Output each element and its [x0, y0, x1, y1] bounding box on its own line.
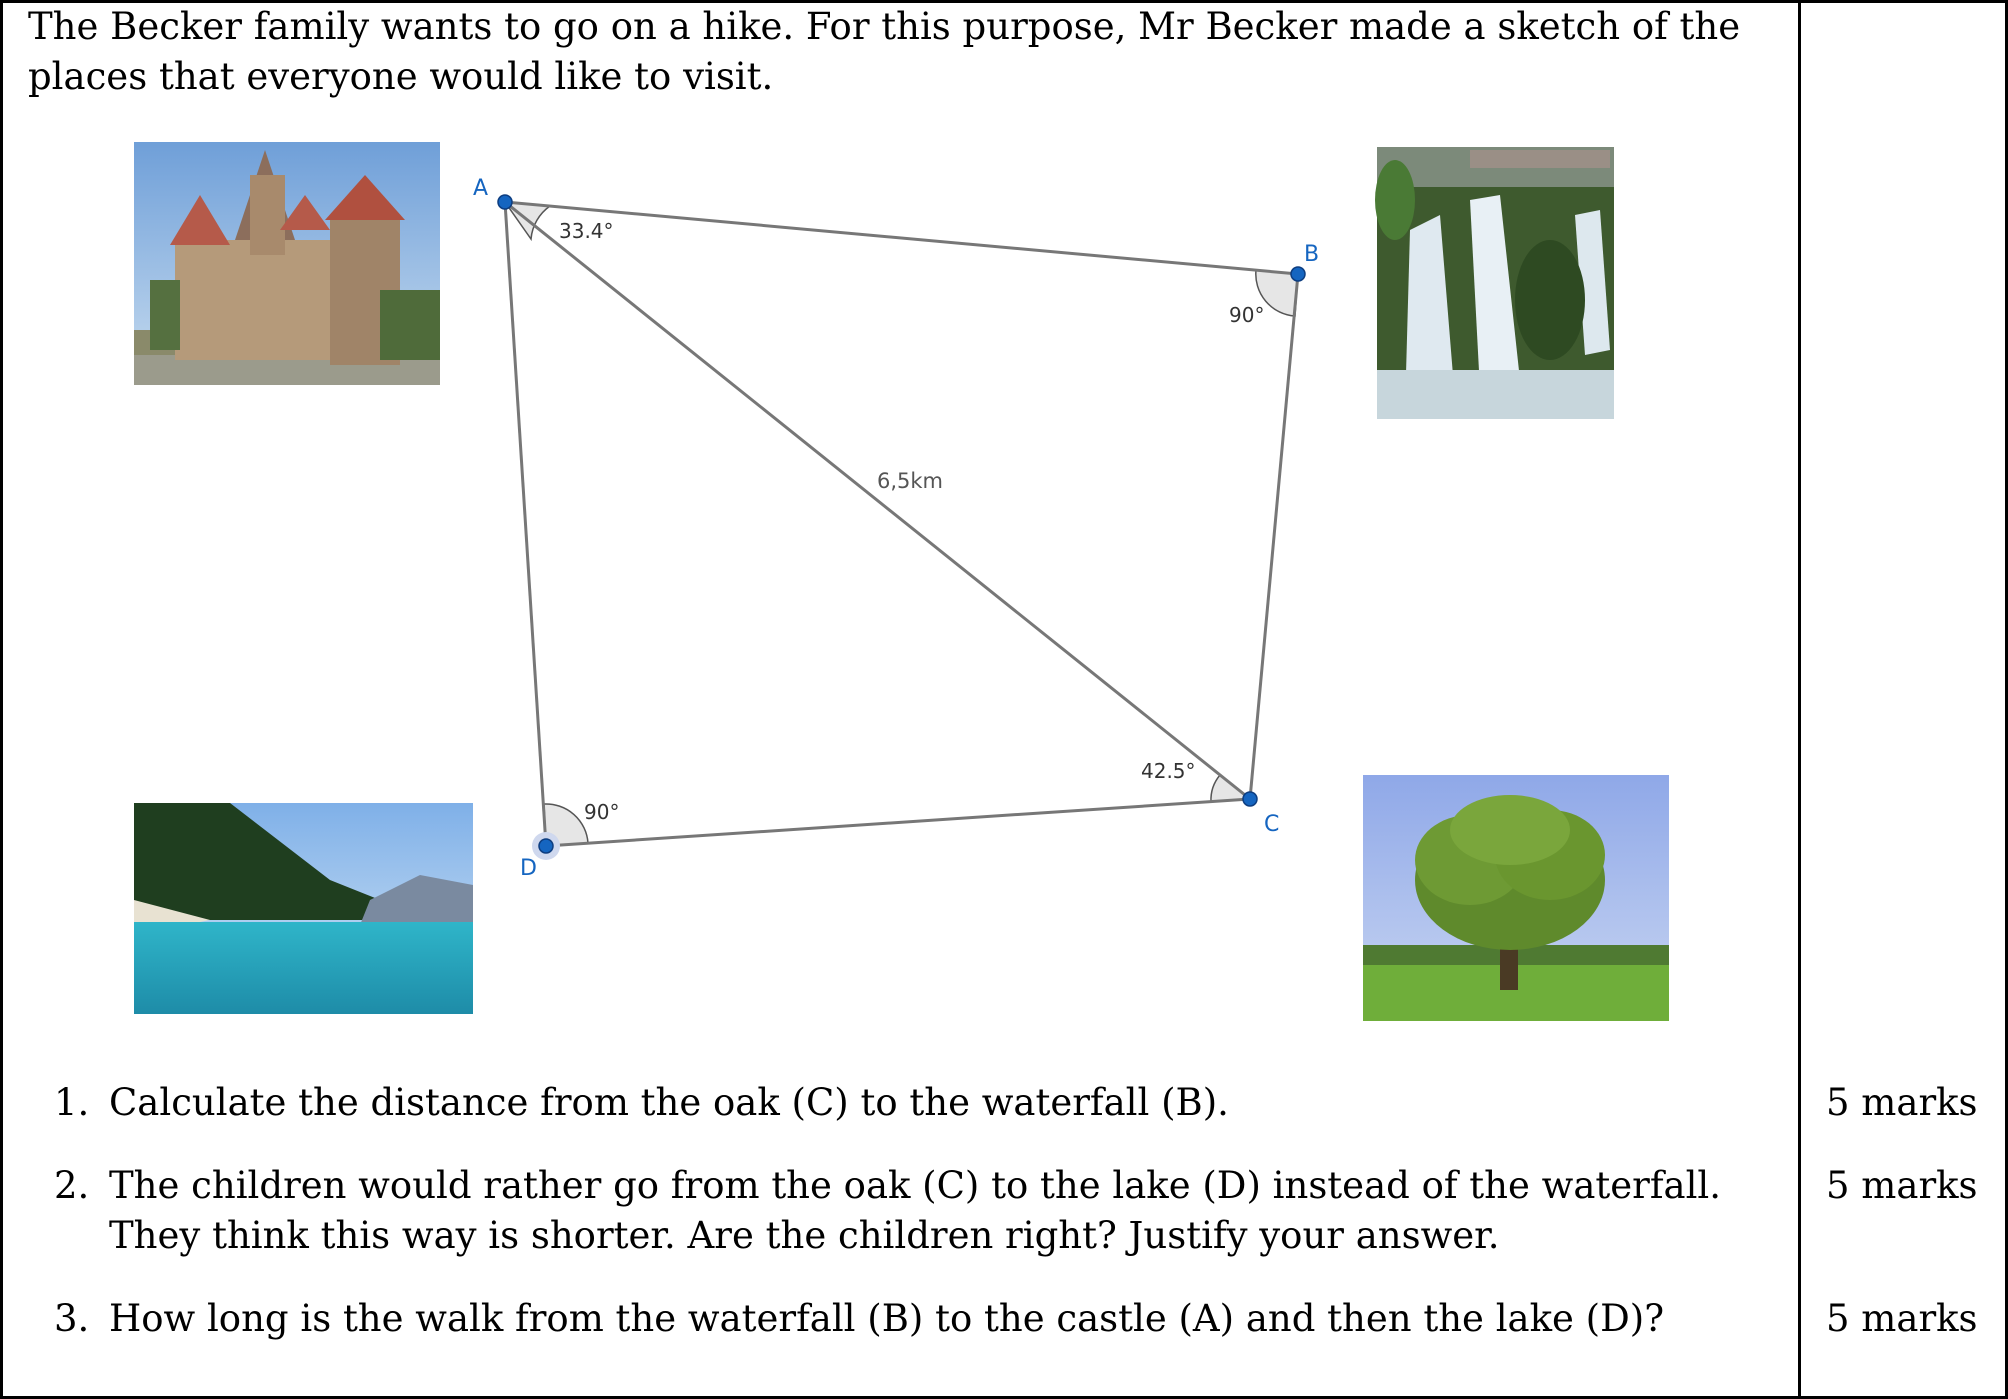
waterfall-photo [1375, 147, 1614, 419]
point-a [498, 195, 512, 209]
lake-photo [134, 803, 473, 1014]
question-text: How long is the walk from the waterfall (B) to the castle (A) and then the lake (D)? [109, 1297, 1665, 1340]
question-3-marks: 5 marks [1826, 1297, 1978, 1340]
label-a: A [473, 176, 489, 201]
side-ab [505, 202, 1298, 274]
angle-a-label: 33.4° [559, 219, 614, 243]
question-text: The children would rather go from the oak (C) to the lake (D) instead of the waterfall. They think this way is shorter. Are the children right? Justify your answer. [109, 1164, 1722, 1257]
intro-text: The Becker family wants to go on a hike. For this purpose, Mr Becker made a sketch of the places that everyone would like to visit. [28, 5, 1741, 98]
oak-tree-photo [1363, 775, 1669, 1021]
route-lines [505, 202, 1298, 846]
question-2-marks: 5 marks [1826, 1164, 1978, 1207]
question-number: 2. [54, 1164, 90, 1207]
label-d: D [520, 856, 537, 881]
point-c [1243, 792, 1257, 806]
point-b [1291, 267, 1305, 281]
diagonal-ac [505, 202, 1250, 799]
question-number: 1. [54, 1081, 90, 1124]
point-d [539, 839, 553, 853]
angle-d-label: 90° [584, 800, 620, 824]
side-bc [1250, 274, 1298, 799]
angle-c-label: 42.5° [1141, 759, 1196, 783]
label-c: C [1264, 812, 1280, 837]
side-cd [546, 799, 1250, 846]
angle-b-label: 90° [1229, 303, 1265, 327]
label-b: B [1304, 242, 1320, 267]
diagonal-length-label: 6,5km [877, 469, 944, 493]
question-text: Calculate the distance from the oak (C) to the waterfall (B). [109, 1081, 1229, 1124]
marks-column-divider [1798, 0, 1801, 1399]
question-1-marks: 5 marks [1826, 1081, 1978, 1124]
side-da [505, 202, 546, 846]
question-number: 3. [54, 1297, 90, 1340]
castle-photo [134, 142, 440, 385]
